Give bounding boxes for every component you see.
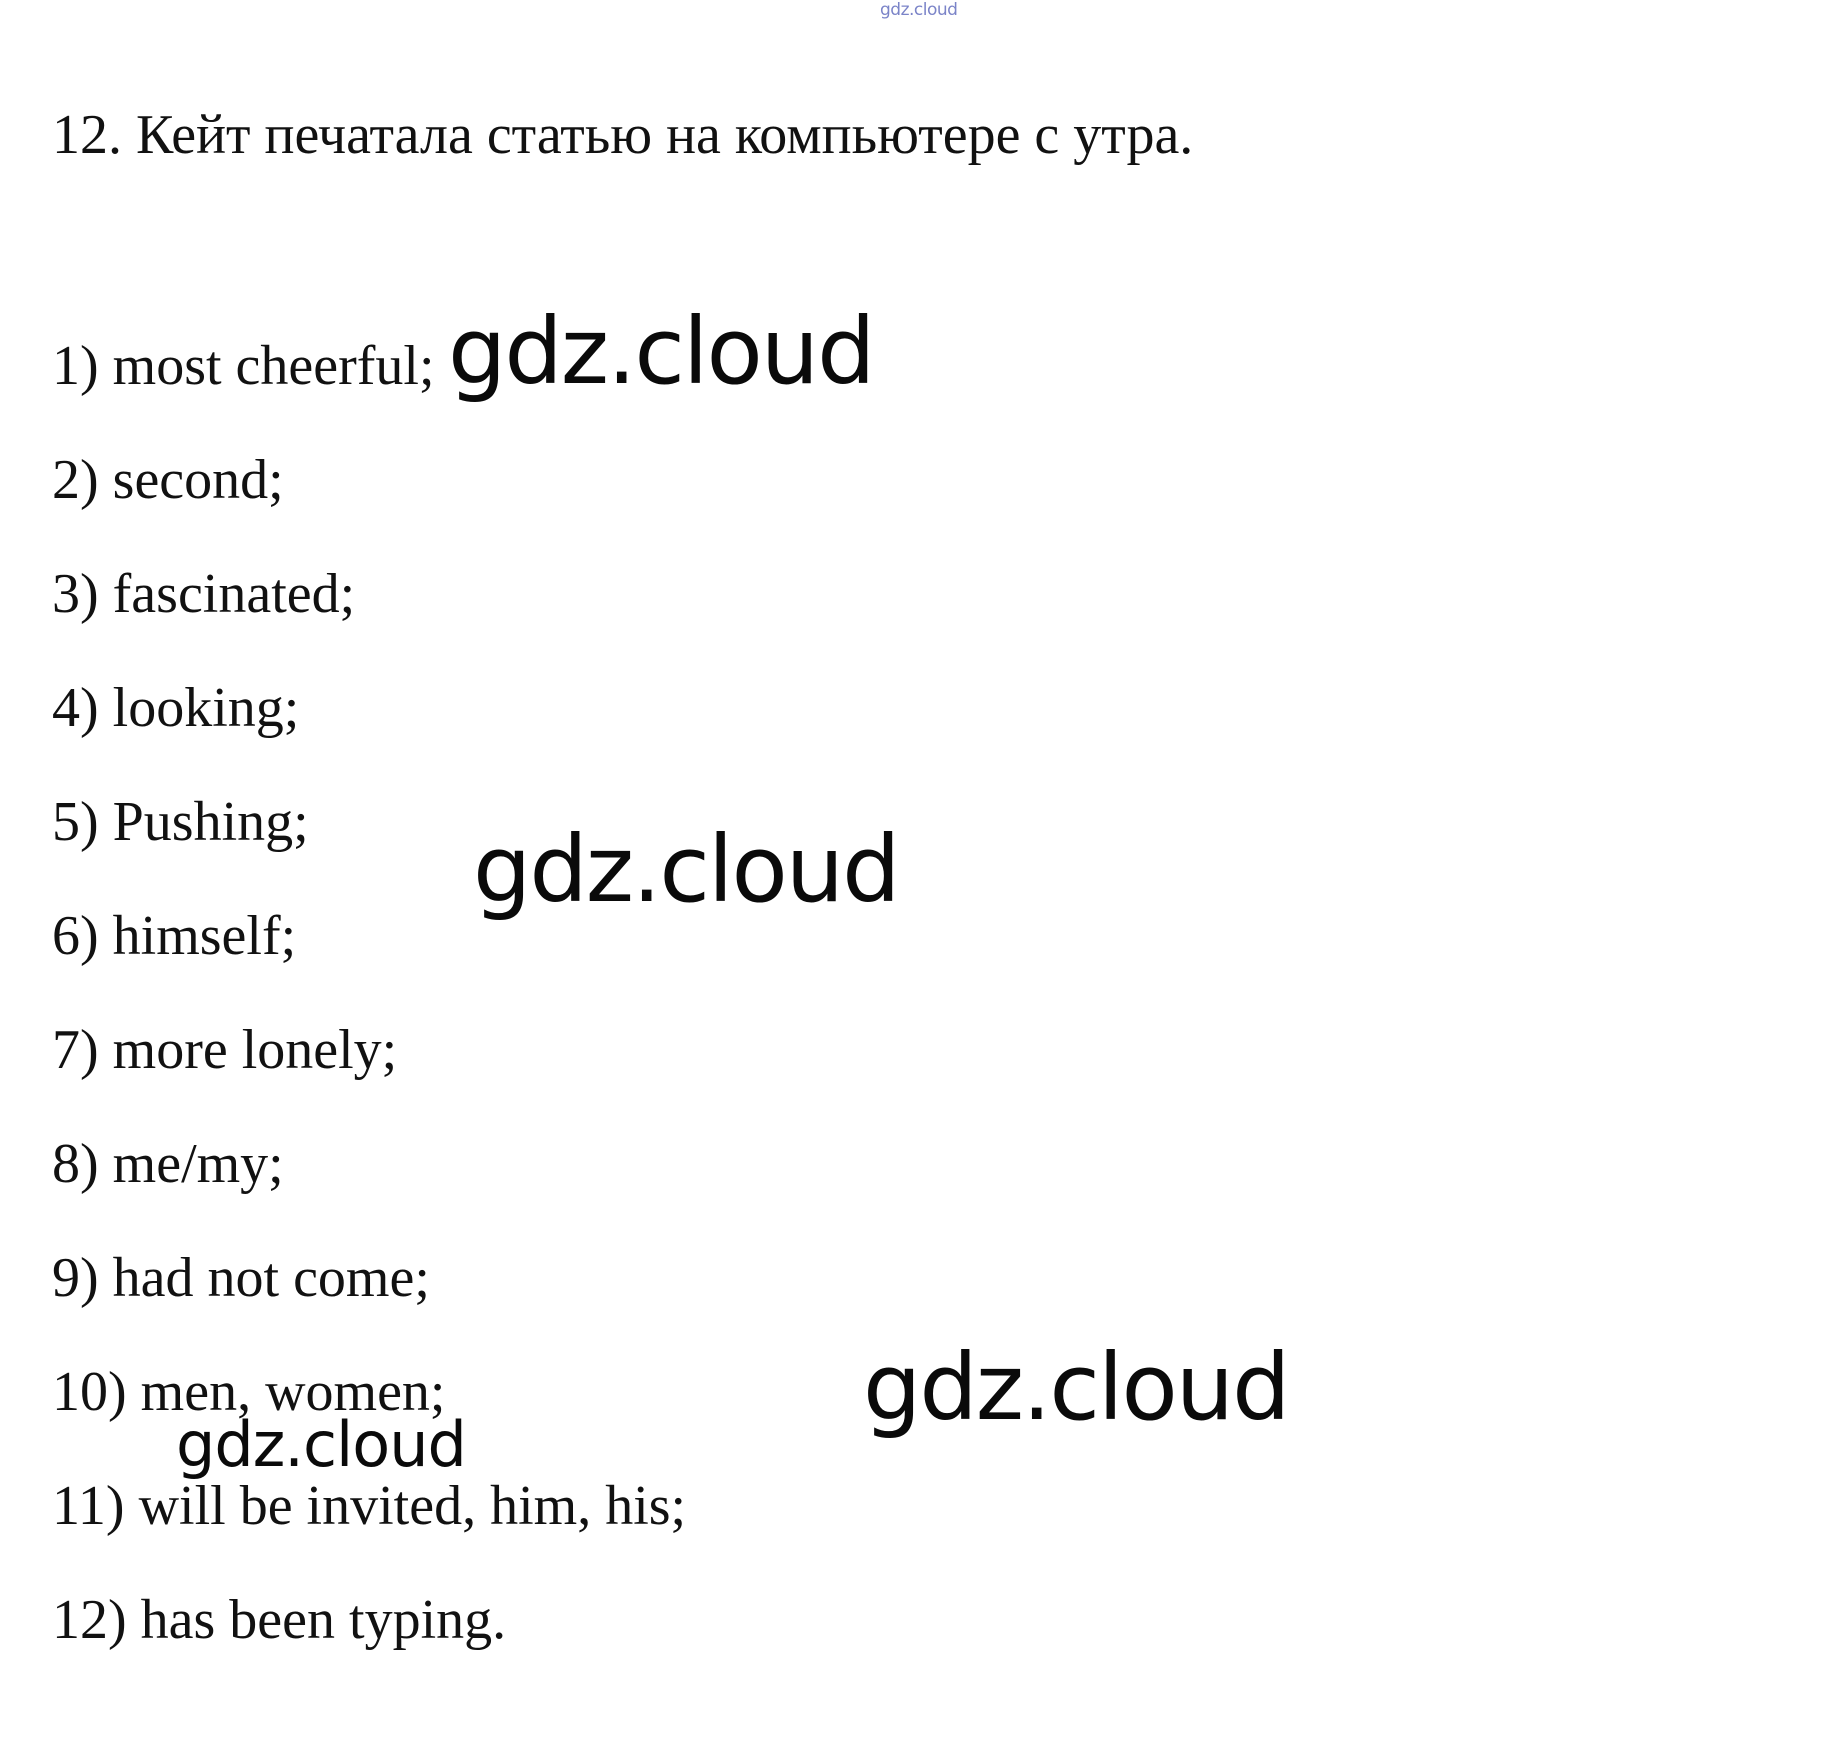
answer-item-7: 7) more lonely; [52,1019,398,1081]
answer-item-3: 3) fascinated; [52,563,356,625]
header-watermark: gdz.cloud [880,0,958,20]
answer-item-12: 12) has been typing. [52,1589,507,1651]
answer-item-5: 5) Pushing; [52,791,309,853]
watermark-4: gdz.cloud [176,1408,466,1481]
answer-item-10: 10) men, women; [52,1361,446,1423]
answer-item-8: 8) me/my; [52,1133,284,1195]
task-sentence: 12. Кейт печатала статью на компьютере с утра. [52,104,1194,166]
watermark-1: gdz.cloud [448,298,874,405]
watermark-3: gdz.cloud [863,1334,1289,1441]
watermark-2: gdz.cloud [473,816,899,923]
answer-item-6: 6) himself; [52,905,297,967]
answer-item-4: 4) looking; [52,677,300,739]
answer-item-9: 9) had not come; [52,1247,430,1309]
answer-item-2: 2) second; [52,449,284,511]
answer-item-11: 11) will be invited, him, his; [52,1475,687,1537]
answer-item-1: 1) most cheerful; [52,335,435,397]
